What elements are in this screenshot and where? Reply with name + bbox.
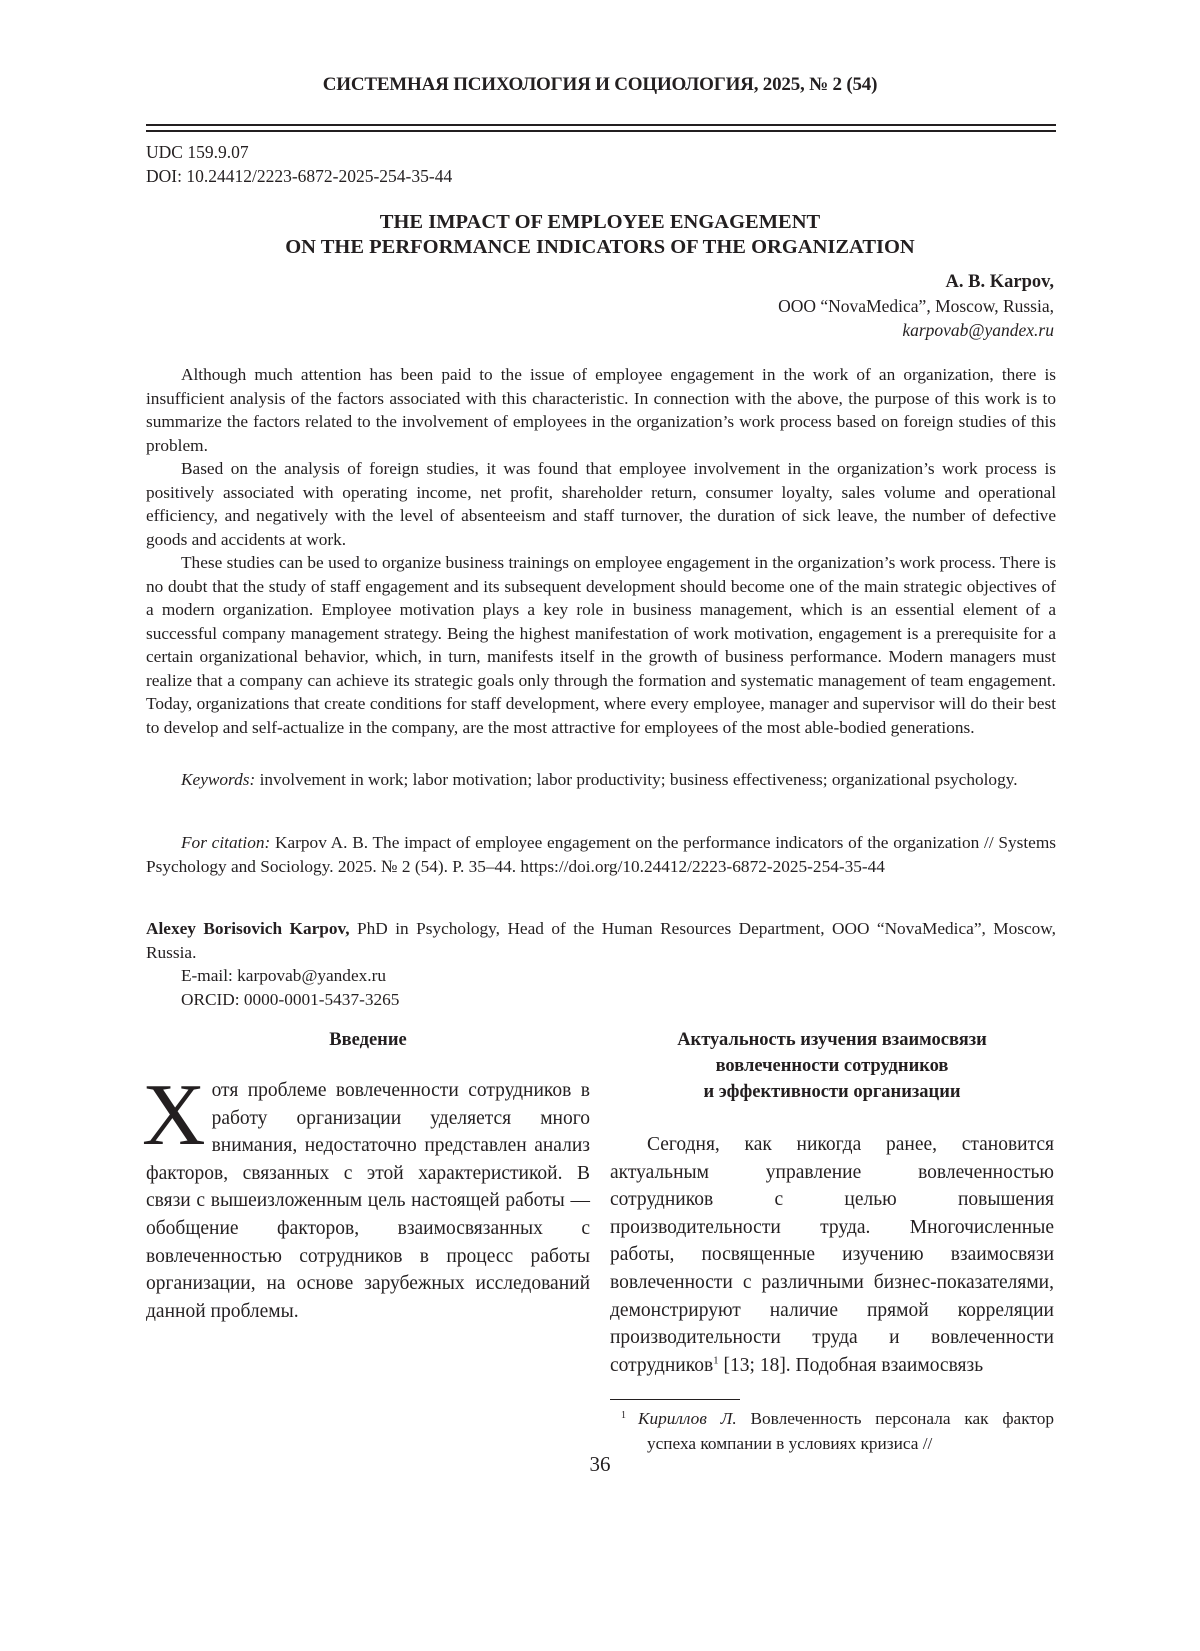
author-affiliation: OOO “NovaMedica”, Moscow, Russia, [778,294,1054,318]
author-email: karpovab@yandex.ru [778,318,1054,342]
citation-text: Karpov A. B. The impact of employee engagement on the performance indicators of the organization // Systems Psychology and Sociology. 2025. № 2 (54). P. 35–44. https://doi.org/10.24412/2223-6872-2025-254-35-44 [146,833,1056,876]
bio-text: PhD in Psychology, Head of the Human Resources Department, OOO “NovaMedica”, Moscow, Russia. [146,919,1056,962]
citation-label: For citation: [181,833,270,852]
footnote-rule [610,1399,740,1400]
relevance-text: Сегодня, как никогда ранее, становится актуальным управление вовлеченностью сотрудников с целью повышения производительности труда. Многочисленные работы, посвященные изучению взаимосвязи вовлеченности с различными бизнес-показателями, демонстрируют наличие прямой корреляции производительности труда и вовлеченности сотрудников [610,1134,1054,1376]
abstract-paragraph: Although much attention has been paid to the issue of employee engagement in the work of an organization, there is insufficient analysis of the factors associated with this characteristic. In connection with the above, the purpose of this work is to summarize the factors related to the involvement of employees in the organization’s work process based on foreign studies of this problem. [146,363,1056,457]
relevance-heading [610,1027,1054,1105]
doi: DOI: 10.24412/2223-6872-2025-254-35-44 [146,165,452,189]
udc: UDC 159.9.07 [146,141,452,165]
author-name: A. B. Karpov, [778,270,1054,294]
keywords [146,768,1056,792]
bio-name: Alexey Borisovich Karpov, [146,919,350,938]
abstract [146,363,1056,739]
citation [146,831,1056,878]
heading-line: и эффективности организации [610,1079,1054,1105]
running-head: СИСТЕМНАЯ ПСИХОЛОГИЯ И СОЦИОЛОГИЯ, 2025, № 2 (54) [0,74,1200,96]
title-line: ON THE PERFORMANCE INDICATORS OF THE ORGANIZATION [0,235,1200,260]
author-bio [146,917,1056,1011]
article-meta [146,141,452,188]
footnote [610,1406,1054,1456]
header-rule [146,124,1056,126]
relevance-column [610,1027,1054,1456]
heading-line: вовлеченности сотрудников [610,1053,1054,1079]
relevance-body [610,1131,1054,1379]
bio-email: E-mail: karpovab@yandex.ru [146,964,1056,988]
keywords-text: involvement in work; labor motivation; labor productivity; business effectiveness; organizational psychology. [255,770,1017,789]
footnote-author: Кириллов Л. [638,1409,737,1428]
abstract-paragraph: Based on the analysis of foreign studies, it was found that employee involvement in the organization’s work process is positively associated with operating income, net profit, shareholder return, consumer loyalty, sales volume and operational efficiency, and negatively with the level of absenteeism and staff turnover, the duration of sick leave, the number of defective goods and accidents at work. [146,457,1056,551]
abstract-paragraph: These studies can be used to organize business trainings on employee engagement in the organization’s work process. There is no doubt that the study of staff engagement and its subsequent development should become one of the main strategic objectives of a modern organization. Employee motivation plays a key role in business management, which is an essential element of a successful company management strategy. Being the highest manifestation of work motivation, engagement is a prerequisite for a certain organizational behavior, which, in turn, manifests itself in the growth of business performance. Modern managers must realize that a company can achieve its strategic goals only through the formation and systematic management of team engagement. Today, organizations that create conditions for staff development, where every employee, manager and supervisor will do their best to develop and self-actualize in the company, are the most attractive for employees of the most able-bodied generations. [146,551,1056,739]
heading-line: Актуальность изучения взаимосвязи [610,1027,1054,1053]
footnote-text: Вовлеченность персонала как фактор успеха компании в условиях кризиса // [647,1409,1054,1453]
author-block [778,270,1054,342]
title-line: THE IMPACT OF EMPLOYEE ENGAGEMENT [0,210,1200,235]
relevance-text: [13; 18]. Подобная взаимосвязь [719,1355,983,1376]
page-number: 36 [0,1452,1200,1477]
intro-body [146,1077,590,1325]
intro-text: отя проблеме вовлеченности сотрудников в работу организации уделяется много внимания, недостаточно представлен анализ факторов, связанных с этой характеристикой. В связи с вышеизложенным цель настоящей работы — обобщение факторов, взаимосвязанных с вовлеченностью сотрудников в процесс работы организации, на основе зарубежных исследований данной проблемы. [146,1080,590,1322]
bio-orcid: ORCID: 0000-0001-5437-3265 [146,988,1056,1012]
footnote-ref[interactable]: 1 [713,1354,719,1366]
intro-column [146,1027,590,1325]
footnote-mark: 1 [621,1410,626,1421]
intro-heading: Введение [146,1027,590,1053]
drop-cap: Х [142,1081,206,1151]
article-title [0,210,1200,260]
keywords-label: Keywords: [181,770,255,789]
header-rule [146,130,1056,132]
